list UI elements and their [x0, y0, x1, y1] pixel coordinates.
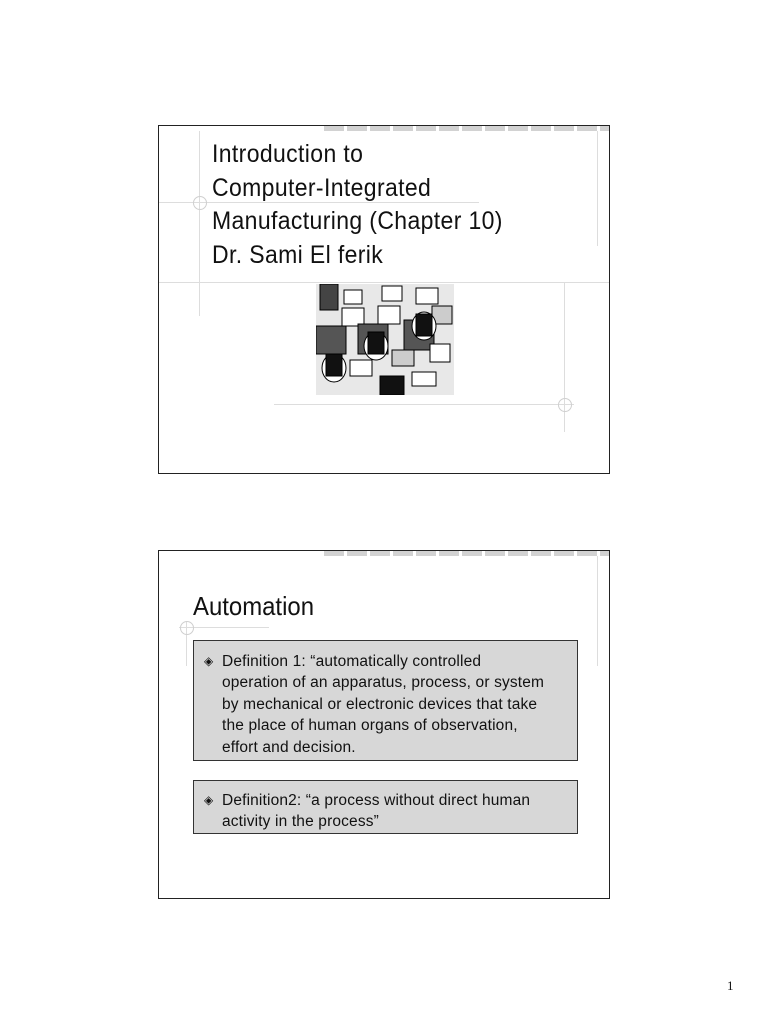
guide-line — [597, 131, 598, 246]
page-number: 1 — [727, 978, 734, 993]
guide-line — [199, 131, 200, 316]
decorative-dash-bar — [324, 551, 609, 556]
guide-line — [274, 404, 574, 405]
crosshair-icon — [558, 398, 572, 412]
crosshair-icon — [180, 621, 194, 635]
decorative-dash-bar — [324, 126, 609, 131]
slide-heading: Automation — [193, 591, 315, 621]
diamond-bullet-icon: ◈ — [204, 654, 214, 668]
definition-text: Definition 1: “automatically controlled operation of an apparatus, process, or system by mechanical or electronic devices that take the place of human organs of observation, effort and decision. — [222, 653, 545, 756]
diamond-bullet-icon: ◈ — [204, 793, 214, 807]
title-line: Manufacturing (Chapter 10) — [212, 207, 503, 235]
slide-2 — [158, 550, 610, 899]
guide-line — [159, 282, 609, 283]
slide-1 — [158, 125, 610, 474]
guide-line — [597, 556, 598, 666]
definition-box-1 — [193, 640, 578, 761]
slide-title — [212, 138, 503, 272]
definition-box-2 — [193, 780, 578, 834]
crosshair-icon — [193, 196, 207, 210]
title-line: Dr. Sami El ferik — [212, 240, 384, 269]
title-line: Computer-Integrated — [212, 173, 432, 202]
workstations-clipart-icon — [316, 284, 454, 395]
title-line: Introduction to — [212, 140, 364, 168]
definition-text: Definition2: “a process without direct human activity in the process” — [222, 792, 531, 831]
